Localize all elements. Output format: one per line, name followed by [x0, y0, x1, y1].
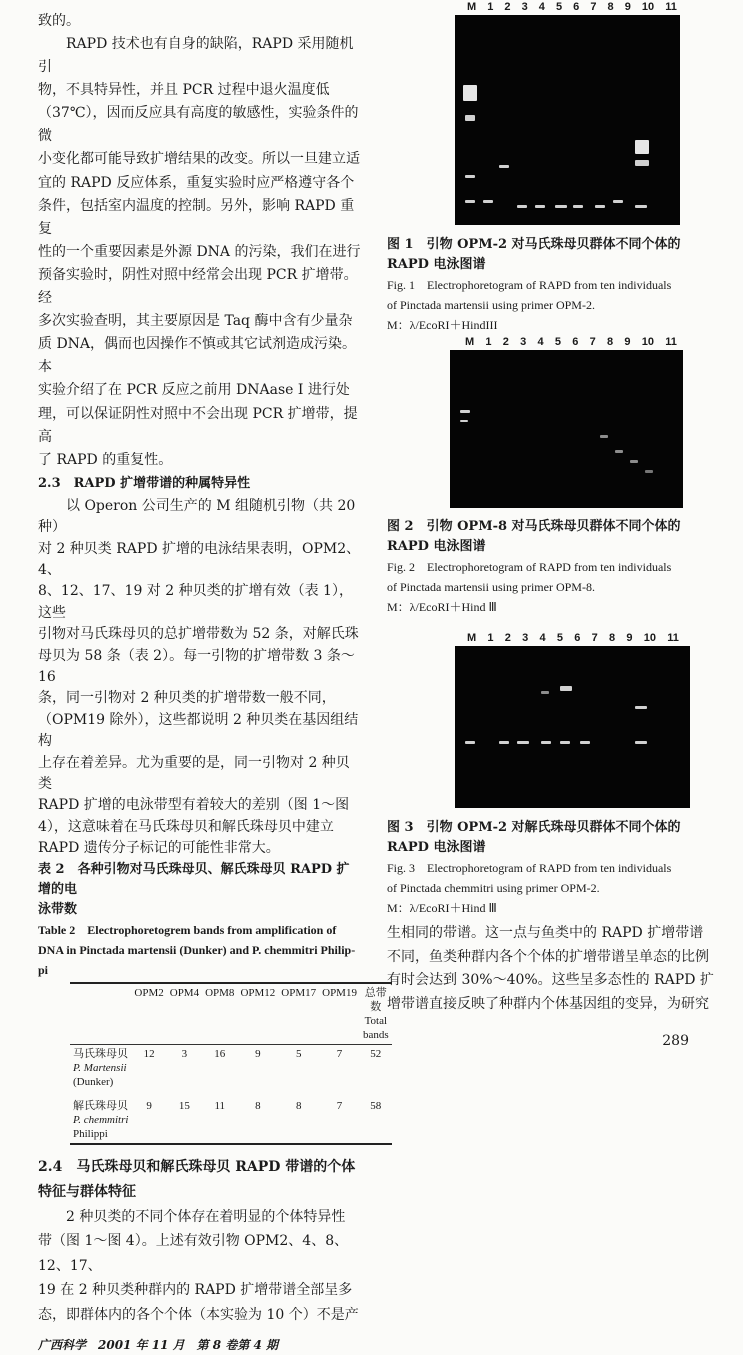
- cell-value: 3: [181, 1047, 188, 1060]
- lane-label: 1: [487, 1, 494, 13]
- lane-label: 9: [626, 632, 633, 644]
- paragraph-line: 理，可以保证阴性对照中不会出现 PCR 扩增带，提高: [38, 405, 358, 445]
- lane-label: 2: [504, 632, 511, 644]
- paragraph-line: 增带谱直接反映了种群内个体基因组的变异，为研究: [387, 995, 709, 1012]
- gel-image-3: [455, 646, 690, 808]
- paragraph-line: 了 RAPD 的重复性。: [38, 451, 173, 468]
- figure-caption-en-line: Fig. 3 Electrophoretogram of RAPD from ten individuals: [387, 861, 672, 875]
- paragraph-rapd-defects: [38, 33, 362, 472]
- figure-1-marker-note: M：λ/EcoRI＋HindIII: [387, 318, 498, 332]
- figure-3-marker-note: M：λ/EcoRI＋Hind Ⅲ: [387, 901, 497, 915]
- page-number-footer: [387, 1023, 727, 1051]
- lane-label: 6: [574, 632, 581, 644]
- cell-value: 5: [295, 1047, 302, 1060]
- table-caption-en-line: pi: [38, 962, 49, 977]
- lane-labels: [467, 0, 677, 15]
- paragraph-line: 态，即群体内的各个个体（本实验为 10 个）不是产: [38, 1306, 359, 1323]
- lane-labels: [467, 631, 679, 646]
- figure-caption-cn-line: 图 1 引物 OPM-2 对马氏珠母贝群体不同个体的: [387, 237, 681, 252]
- lane-label: 5: [554, 336, 562, 348]
- lane-label: 7: [589, 336, 596, 348]
- cell-total: 58: [370, 1099, 382, 1112]
- lane-label: 9: [624, 336, 631, 348]
- paragraph-line: 上存在着差异。尤为重要的是，同一引物对 2 种贝类: [38, 754, 350, 793]
- cell-value: 16: [214, 1047, 226, 1060]
- figure-caption-en-line: of Pinctada martensii using primer OPM-2.: [387, 298, 595, 312]
- table-caption-en: [38, 920, 362, 980]
- species-cell: [70, 1091, 131, 1144]
- species-cn: 马氏珠母贝: [73, 1047, 128, 1060]
- table-header-opm2: OPM2: [134, 986, 164, 999]
- lane-label: 8: [607, 336, 614, 348]
- right-column: [387, 0, 727, 1051]
- cell-value: 11: [214, 1099, 226, 1112]
- paragraph-line: 物，不具特异性，并且 PCR 过程中退火温度低: [38, 82, 330, 99]
- page-number: 289: [662, 1033, 689, 1049]
- paragraph-line: RAPD 遗传分子标记的可能性非常大。: [38, 840, 280, 857]
- paragraph-line: 2 种贝类的不同个体存在着明显的个体特异性: [38, 1208, 346, 1225]
- cell-value: 7: [336, 1047, 343, 1060]
- paragraph-line: （OPM19 除外），这些都说明 2 种贝类在基因组结构: [38, 711, 359, 750]
- lane-label: 3: [522, 632, 529, 644]
- paragraph-line: 宜的 RAPD 反应体系，重复实验时应严格遵守各个: [38, 174, 355, 191]
- lane-label: 5: [556, 632, 564, 644]
- footer: [38, 1327, 362, 1355]
- table-header-opm19: OPM19: [322, 986, 357, 999]
- lane-label: 10: [641, 336, 655, 348]
- figure-3: [387, 631, 727, 918]
- figure-caption-en-line: Fig. 1 Electrophoretogram of RAPD from ten individuals: [387, 278, 672, 292]
- cell-value: 9: [255, 1047, 261, 1060]
- section-heading-2-4-line: 2.4 马氏珠母贝和解氏珠母贝 RAPD 带谱的个体: [38, 1158, 356, 1175]
- left-column: [38, 0, 389, 1355]
- lane-label: 7: [591, 632, 598, 644]
- figure-caption-en-line: of Pinctada martensii using primer OPM-8.: [387, 580, 595, 594]
- cell-value: 8: [295, 1099, 302, 1112]
- lane-label: 8: [609, 632, 616, 644]
- section-heading-2-3: 2.3 RAPD 扩增带谱的种属特异性: [38, 475, 251, 491]
- intro-tail: 致的。: [38, 13, 80, 29]
- table-header-opm12: OPM12: [240, 986, 276, 999]
- figure-1-caption-en: [387, 275, 727, 315]
- lane-label: 8: [607, 1, 614, 13]
- species-author: (Dunker): [73, 1075, 114, 1088]
- lane-label: 5: [555, 1, 563, 13]
- cell-value: 12: [143, 1047, 155, 1060]
- lane-labels: [465, 335, 677, 350]
- paragraph-line: 不同，鱼类种群内各个个体的扩增带谱呈单态的比例: [387, 948, 709, 965]
- lane-label: 1: [485, 336, 492, 348]
- lane-label: 11: [665, 336, 677, 348]
- paragraph-line: 性的一个重要因素是外源 DNA 的污染，我们在进行: [38, 243, 361, 260]
- paragraph-line: 对 2 种贝类 RAPD 扩增的电泳结果表明，OPM2、4、: [38, 540, 361, 578]
- figure-2-caption-cn: [387, 517, 727, 557]
- table-caption-en-line: Table 2 Electrophoretogrem bands from amplification of: [38, 922, 337, 937]
- figure-caption-cn-line: RAPD 电泳图谱: [387, 539, 486, 554]
- paragraph-line: 生相同的带谱。这一点与鱼类中的 RAPD 扩增带谱: [387, 925, 704, 941]
- lane-label: 6: [573, 1, 580, 13]
- paragraph-continuation: [387, 922, 727, 1016]
- cell-value: 8: [255, 1099, 261, 1112]
- table-header-opm4: OPM4: [169, 986, 200, 999]
- figure-3-caption-cn: [387, 818, 727, 858]
- lane-label: M: [465, 336, 475, 348]
- table-row: [70, 1091, 392, 1144]
- species-author: Philippi: [73, 1127, 108, 1140]
- paragraph-line: 多次实验查明，其主要原因是 Taq 酶中含有少量杂: [38, 313, 353, 330]
- paragraph-line: 母贝为 58 条（表 2）。每一引物的扩增带数 3 条～16: [38, 647, 355, 686]
- paragraph-line: 有时会达到 30%～40%。这些呈多态性的 RAPD 扩: [387, 972, 714, 988]
- paragraph-line: 8、12、17、19 对 2 种贝类的扩增有效（表 1），这些: [38, 583, 353, 621]
- paragraph-species-specificity: [38, 496, 362, 860]
- cell-total: 52: [370, 1047, 382, 1060]
- lane-label: 6: [572, 336, 579, 348]
- paragraph-line: RAPD 技术也有自身的缺陷，RAPD 采用随机引: [38, 36, 354, 76]
- species-latin: P. chemmitri: [73, 1113, 129, 1126]
- bands-table: [70, 982, 392, 1145]
- table-header-opm8: OPM8: [205, 986, 235, 999]
- figure-caption-cn-line: 图 2 引物 OPM-8 对马氏珠母贝群体不同个体的: [387, 519, 681, 534]
- paragraph-line: 19 在 2 种贝类种群内的 RAPD 扩增带谱全部呈多: [38, 1282, 353, 1299]
- lane-label: 4: [538, 1, 545, 13]
- species-cn: 解氏珠母贝: [73, 1099, 128, 1112]
- figure-1: [387, 0, 727, 335]
- figure-3-caption-en: [387, 858, 727, 898]
- figure-2: [387, 335, 727, 617]
- paragraph-line: 条，同一引物对 2 种贝类的扩增带数一般不同，: [38, 690, 336, 707]
- lane-label: 4: [537, 336, 544, 348]
- section-heading-2-4: [38, 1155, 362, 1205]
- lane-label: 3: [520, 336, 527, 348]
- table-caption-en-line: DNA in Pinctada martensii (Dunker) and P. chemmitri Philip-: [38, 942, 356, 957]
- species-latin: P. Martensii: [73, 1061, 127, 1074]
- species-cell: [70, 1044, 131, 1091]
- figure-caption-cn-line: RAPD 电泳图谱: [387, 840, 486, 855]
- paragraph-individual-features: [38, 1205, 362, 1328]
- table-row: [70, 1044, 392, 1091]
- lane-label: 10: [641, 1, 655, 13]
- lane-label: 11: [665, 1, 677, 13]
- paragraph-line: 质 DNA，偶而也因操作不慎或其它试剂造成污染。本: [38, 336, 357, 376]
- figure-1-caption-cn: [387, 235, 727, 275]
- table-caption-cn: [38, 860, 362, 920]
- lane-label: 10: [643, 632, 657, 644]
- cell-value: 7: [336, 1099, 343, 1112]
- paragraph-line: 小变化都可能导致扩增结果的改变。所以一旦建立适: [38, 151, 360, 168]
- table-caption-cn-line: 表 2 各种引物对马氏珠母贝、解氏珠母贝 RAPD 扩增的电: [38, 861, 350, 897]
- total-cn: 总带数: [364, 986, 387, 1013]
- figure-caption-cn-line: 图 3 引物 OPM-2 对解氏珠母贝群体不同个体的: [387, 820, 681, 835]
- table-header-row: [70, 983, 392, 1045]
- table-header-opm17: OPM17: [281, 986, 317, 999]
- paragraph-line: 引物对马氏珠母贝的总扩增带数为 52 条，对解氏珠: [38, 626, 359, 643]
- gel-image-2: [450, 350, 683, 508]
- paragraph-line: （37℃），因而反应具有高度的敏感性，实验条件的微: [38, 105, 359, 145]
- cell-value: 15: [178, 1099, 190, 1112]
- paragraph-line: 预备实验时，阴性对照中经常会出现 PCR 扩增带。经: [38, 266, 358, 307]
- lane-label: 3: [521, 1, 528, 13]
- paragraph-line: 实验介绍了在 PCR 反应之前用 DNAase I 进行处: [38, 382, 350, 399]
- lane-label: 1: [487, 632, 494, 644]
- figure-2-caption-en: [387, 557, 727, 597]
- lane-label: 4: [539, 632, 546, 644]
- journal-footer: 广西科学 2001 年 11 月 第 8 卷第 4 期: [38, 1338, 279, 1353]
- lane-label: 2: [504, 1, 511, 13]
- total-en: Total bands: [362, 1014, 389, 1041]
- cell-value: 9: [146, 1099, 152, 1112]
- lane-label: 7: [590, 1, 597, 13]
- paragraph-line: 带（图 1～图 4）。上述有效引物 OPM2、4、8、12、17、: [38, 1233, 349, 1274]
- paragraph-line: RAPD 扩增的电泳带型有着较大的差别（图 1～图: [38, 797, 350, 814]
- table-header-species: [70, 983, 131, 1045]
- lane-label: M: [467, 1, 477, 13]
- figure-caption-cn-line: RAPD 电泳图谱: [387, 257, 486, 272]
- paragraph-line: 4），这意味着在马氏珠母贝和解氏珠母贝中建立: [38, 818, 334, 835]
- section-heading-2-4-line: 特征与群体特征: [38, 1183, 136, 1200]
- lane-label: 2: [502, 336, 509, 348]
- paragraph-line: 以 Operon 公司生产的 M 组随机引物（共 20 种）: [38, 497, 356, 536]
- lane-label: 11: [667, 632, 679, 644]
- figure-caption-en-line: Fig. 2 Electrophoretogram of RAPD from ten individuals: [387, 560, 672, 574]
- lane-label: M: [467, 632, 477, 644]
- table-caption-cn-line: 泳带数: [38, 901, 78, 917]
- paragraph-line: 条件，包括室内温度的控制。另外，影响 RAPD 重复: [38, 197, 355, 237]
- gel-image-1: [455, 15, 680, 225]
- figure-2-marker-note: M：λ/EcoRI＋Hind Ⅲ: [387, 600, 497, 614]
- lane-label: 9: [624, 1, 631, 13]
- figure-caption-en-line: of Pinctada chemmitri using primer OPM-2.: [387, 881, 600, 895]
